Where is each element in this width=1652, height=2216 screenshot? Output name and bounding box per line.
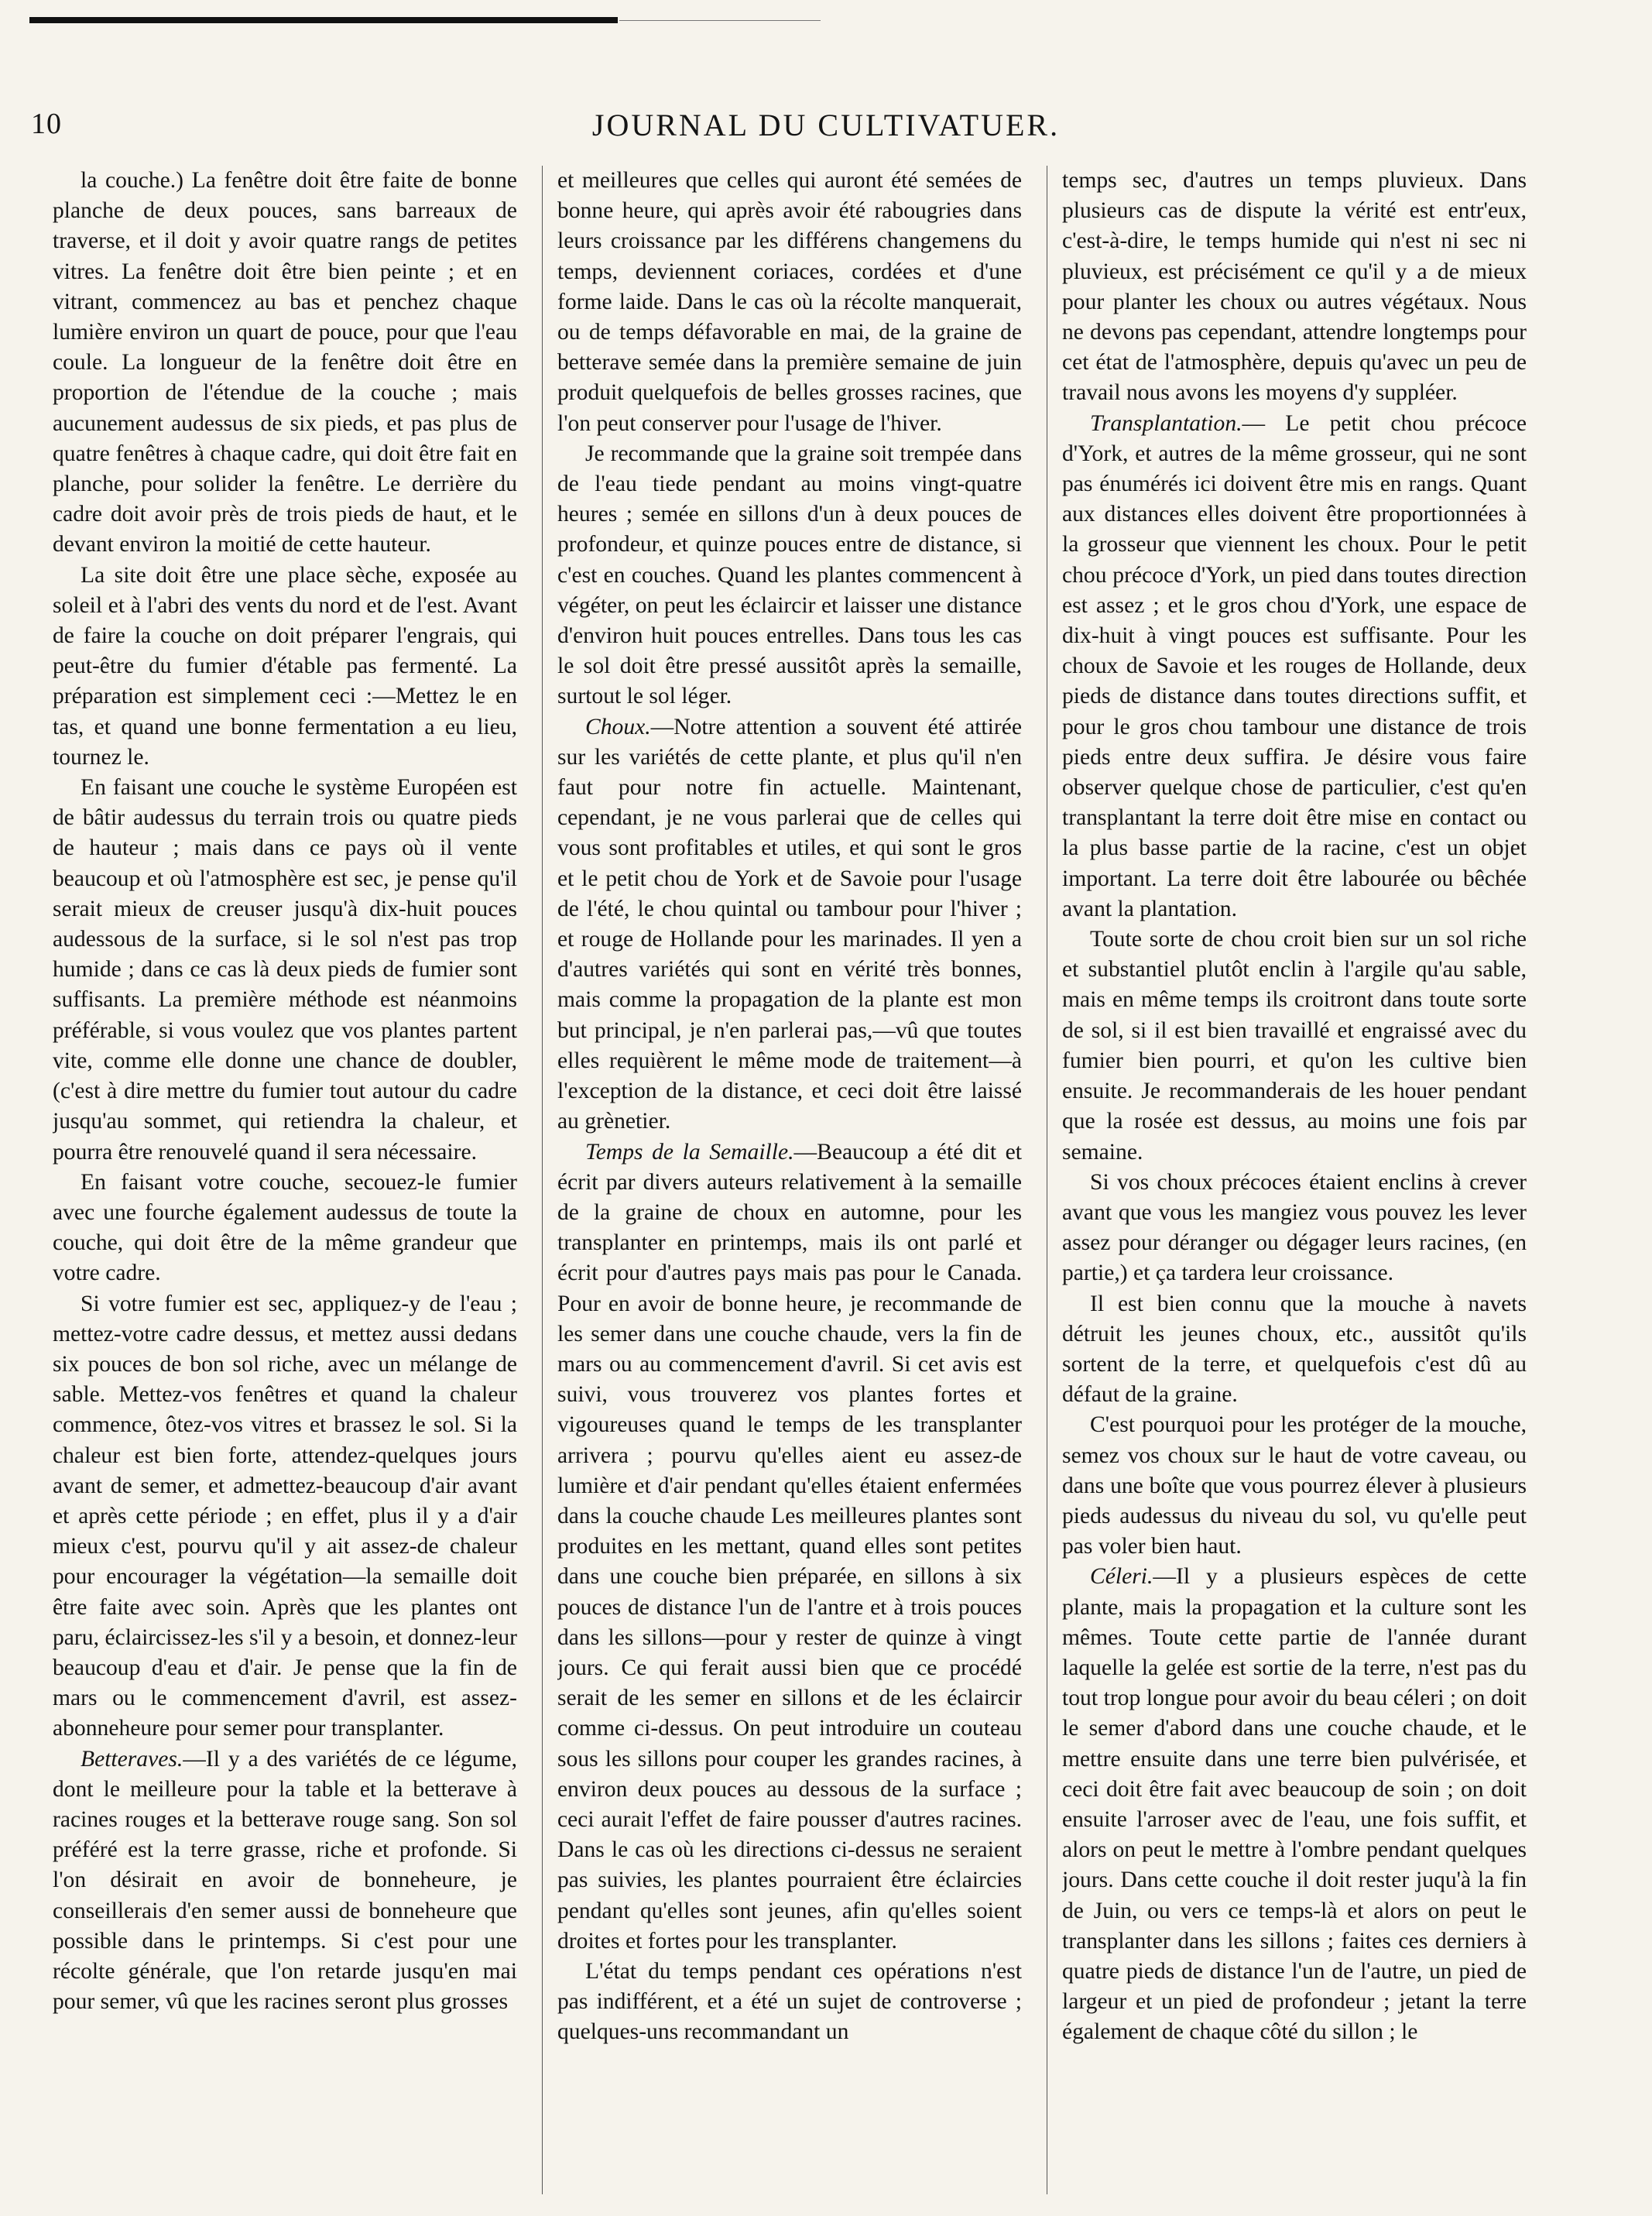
page-number: 10	[31, 108, 62, 140]
paragraph-text: —Notre attention a souvent été attirée sur les variétés de cette plante, et plus qu'il n'en faut pour notre fin actuelle. Maintenant, cependant, je ne vous parlerai que de celles qui vous sont profitables et utiles, et qui sont le gros et le petit chou de York et de Savoie pour l'usage de l'été, le chou quintal ou tambour pour l'hiver ; et rouge de Hollande pour les marinades. Il yen a d'autres variétés qui sont en vérité très bonnes, mais comme la propagation de la plante est mon but principal, je n'en parlerai pas,—vû que toutes elles requièrent le même mode de traitement—à l'exception de la distance, et ceci doit être laissé au grènetier.	[557, 714, 1022, 1134]
paragraph	[1062, 1289, 1527, 1411]
paragraph	[53, 166, 517, 561]
journal-title: JOURNAL DU CULTIVATUER.	[591, 108, 1061, 142]
section-heading: Betteraves.	[81, 1746, 183, 1772]
text-column-1	[53, 166, 517, 2194]
paragraph	[1062, 924, 1527, 1168]
paragraph-text: L'état du temps pendant ces opérations n'est pas indifférent, et a été un sujet de controverse ; quelques-uns recommandant un	[557, 1958, 1022, 2045]
paragraph	[1062, 409, 1527, 924]
top-border-rule	[29, 17, 618, 23]
paragraph-text: temps sec, d'autres un temps pluvieux. Dans plusieurs cas de dispute la vérité est entr'eux, c'est-à-dire, le temps humide qui n'est ni sec ni pluvieux, est précisément ce qu'il y a de mieux pour planter les choux ou autres végétaux. Nous ne devons pas cependant, attendre longtemps pour cet état de l'atmosphère, depuis qu'avec un peu de travail nous avons les moyens d'y suppléer.	[1062, 168, 1527, 406]
text-column-2	[557, 166, 1022, 2194]
paragraph-text: C'est pourquoi pour les protéger de la mouche, semez vos choux sur le haut de votre caveau, ou dans une boîte que vous pourrez élever à plusieurs pieds audessus du niveau du sol, vu qu'elle peut pas voler bien haut.	[1062, 1412, 1527, 1559]
paragraph	[557, 1957, 1022, 2048]
section-heading: Choux.	[585, 714, 651, 739]
section-heading: Céleri.	[1090, 1564, 1153, 1590]
paragraph	[53, 561, 517, 773]
paragraph-text: —Il y a plusieurs espèces de cette plante, mais la propagation et la culture sont les mêmes. Toute cette partie de l'année durant laquelle la gelée est sortie de la terre, n'est pas du tout trop longue pour avoir du beau céleri ; on doit le semer d'abord dans une couche chaude, et le mettre ensuite dans une terre bien pulvérisée, et ceci doit être fait avec beaucoup de soin ; on doit ensuite l'arroser avec de l'eau, une fois suffit, et alors on peut le mettre à l'ombre pendant quelques jours. Dans cette couche il doit rester juqu'à la fin de Juin, ou vers ce temps-là et alors on peut le transplanter dans les sillons ; faites ces derniers à quatre pieds de distance l'un de l'autre, un pied de largeur et un pied de profondeur ; jetant la terre également de chaque côté du sillon ; le	[1062, 1564, 1527, 2045]
paragraph	[1062, 1168, 1527, 1289]
paragraph-text: La site doit être une place sèche, exposée au soleil et à l'abri des vents du nord et de l'est. Avant de faire la couche on doit préparer l'engrais, qui peut-être du fumier d'étable pas fermenté. La préparation est simplement ceci :—Mettez le en tas, et quand une bonne fermentation a eu lieu, tournez le.	[53, 562, 517, 770]
paragraph-text: la couche.) La fenêtre doit être faite de bonne planche de deux pouces, sans barreaux de traverse, et il doit y avoir quatre rangs de petites vitres. La fenêtre doit être bien peinte ; et en vitrant, commencez au bas et penchez chaque lumière environ un quart de pouce, pour que l'eau coule. La longueur de la fenêtre doit être en proportion de l'étendue de la couche ; mais aucunement audessus de six pieds, et pas plus de quatre fenêtres à chaque cadre, qui doit être fait en planche, pour solider la fenêtre. Le derrière du cadre doit avoir près de trois pieds de haut, et le devant environ la moitié de cette hauteur.	[53, 168, 517, 557]
paragraph-text: — Le petit chou précoce d'York, et autres de la même grosseur, qui ne sont pas énumérés ici doivent être mis en rangs. Quant aux distances elles doivent être proportionnées à la grosseur que viennent les choux. Pour le petit chou précoce d'York, un pied dans toutes direction est assez ; et le gros chou d'York, une espace de dix-huit à vingt pouces est suffisante. Pour les choux de Savoie et les rouges de Hollande, deux pieds de distance dans toutes directions suffit, et pour le gros chou tambour une distance de trois pieds entre deux suffira. Je désire vous faire observer quelque chose de particulier, c'est qu'en transplantant la terre doit être mise en contact ou la plus basse partie de la racine, c'est un objet important. La terre doit être labourée ou bêchée avant la plantation.	[1062, 410, 1527, 921]
paragraph	[557, 712, 1022, 1137]
section-heading: Transplantation.	[1090, 410, 1242, 436]
paragraph	[1062, 1410, 1527, 1562]
paragraph-text: —Beaucoup a été dit et écrit par divers auteurs relativement à la semaille de la graine de choux en automne, pour les transplanter en printemps, mais ils ont parlé et écrit pour d'autres pays mais pas pour le Canada. Pour en avoir de bonne heure, je recommande de les semer dans une couche chaude, vers la fin de mars ou au commencement d'avril. Si cet avis est suivi, vous trouverez vos plantes fortes et vigoureuses quand le temps de les transplanter arrivera ; pourvu qu'elles aient eu assez-de lumière et d'air pendant qu'elles étaient enfermées dans la couche chaude Les meilleures plantes sont produites en les mettant, quand elles sont petites dans une couche bien préparée, en sillons à six pouces de distance l'un de l'antre et à trois pouces dans les sillons—pour y rester de quinze à vingt jours. Ce qui ferait aussi bien que ce procédé serait de les semer en sillons et de les éclaircir comme ci-dessus. On peut introduire un couteau sous les sillons pour couper les grandes racines, à environ deux pouces au dessous de la surface ; ceci aurait l'effet de faire pousser d'autres racines. Dans le cas où les directions ci-dessus ne seraient pas suivies, les plantes pourraient être éclaircies pendant qu'elles sont jeunes, afin qu'elles soient droites et fortes pour les transplanter.	[557, 1139, 1022, 1954]
text-column-3	[1062, 166, 1527, 2194]
paragraph-text: Je recommande que la graine soit trempée dans de l'eau tiede pendant au moins vingt-quatre heures ; semée en sillons d'un à deux pouces de profondeur, et quinze pouces entre de distance, si c'est en couches. Quand les plantes commencent à végéter, on peut les éclaircir et laisser une distance d'environ huit pouces entrelles. Dans tous les cas le sol doit être pressé aussitôt après la semaille, surtout le sol léger.	[557, 441, 1022, 709]
paragraph-text: En faisant une couche le système Européen est de bâtir audessus du terrain trois ou quatre pieds de hauteur ; mais dans ce pays où il vente beaucoup et où l'atmosphère est sec, je pense qu'il serait mieux de creuser jusqu'à dix-huit pouces audessous de la surface, si le sol n'est pas trop humide ; dans ce cas là deux pieds de fumier sont suffisants. La première méthode est néanmoins préférable, si vous voulez que vos plantes partent vite, comme elle donne une chance de doubler, (c'est à dire mettre du fumier tout autour du cadre jusqu'au sommet, qui retiendra la chaleur, et pourra être renouvelé quand il sera nécessaire.	[53, 775, 517, 1165]
paragraph-text: Toute sorte de chou croit bien sur un sol riche et substantiel plutôt enclin à l'argile qu'au sable, mais en même temps ils croitront dans toute sorte de sol, si il est bien travaillé et engraissé avec du fumier bien pourri, et qu'on les cultive bien ensuite. Je recommanderais de les houer pendant que la rosée est dessus, au moins une fois par semaine.	[1062, 927, 1527, 1165]
paragraph-text: Si votre fumier est sec, appliquez-y de l'eau ; mettez-votre cadre dessus, et mettez aussi dedans six pouces de bon sol riche, avec un mélange de sable. Mettez-vos fenêtres et quand la chaleur commence, ôtez-vos vitres et brassez le sol. Si la chaleur est bien forte, attendez-quelques jours avant de semer, et admettez-beaucoup d'air avant et après cette période ; en effet, plus il y a d'air mieux c'est, pourvu qu'il y ait assez-de chaleur pour encourager la végétation—la semaille doit être faite avec soin. Après que les plantes ont paru, éclaircissez-les s'il y a besoin, et donnez-leur beaucoup d'eau et d'air. Je pense que la fin de mars ou le commencement d'avril, est assez-abonneheure pour semer pour transplanter.	[53, 1291, 517, 1741]
section-heading: Temps de la Semaille.	[585, 1139, 794, 1165]
column-divider	[542, 166, 543, 2194]
paragraph	[1062, 1562, 1527, 2047]
paragraph	[557, 439, 1022, 712]
paragraph	[1062, 166, 1527, 409]
paragraph	[53, 773, 517, 1168]
paragraph-text: En faisant votre couche, secouez-le fumier avec une fourche également audessus de toute la couche, qui doit être de la même grandeur que votre cadre.	[53, 1169, 517, 1286]
paragraph-text: Si vos choux précoces étaient enclins à crever avant que vous les mangiez vous pouvez les lever assez pour déranger ou dégager leurs racines, (en partie,) et ça tardera leur croissance.	[1062, 1169, 1527, 1286]
paragraph	[557, 166, 1022, 439]
paragraph	[53, 1744, 517, 2018]
paragraph-text: et meilleures que celles qui auront été semées de bonne heure, qui après avoir été rabougries dans leurs croissance par les différens changemens du temps, deviennent coriaces, cordées et d'une forme laide. Dans le cas où la récolte manquerait, ou de temps défavorable en mai, de la graine de betterave semée dans la première semaine de juin produit quelquefois de belles grosses racines, que l'on peut conserver pour l'usage de l'hiver.	[557, 168, 1022, 436]
paragraph-text: Il est bien connu que la mouche à navets détruit les jeunes choux, etc., aussitôt qu'ils sortent de la terre, et quelquefois c'est dû au défaut de la graine.	[1062, 1291, 1527, 1408]
paragraph	[557, 1137, 1022, 1957]
paragraph-text: —Il y a des variétés de ce légume, dont le meilleure pour la table et la betterave à racines rouges et la betterave rouge sang. Son sol préféré est la terre grasse, riche et profonde. Si l'on désirait en avoir de bonneheure, je conseillerais d'en semer aussi de bonneheure que possible dans le printemps. Si c'est pour une récolte générale, que l'on retarde jusqu'en mai pour semer, vû que les racines seront plus grosses	[53, 1746, 517, 2015]
paragraph	[53, 1168, 517, 1289]
top-border-rule-thin	[619, 20, 821, 21]
paragraph	[53, 1289, 517, 1744]
